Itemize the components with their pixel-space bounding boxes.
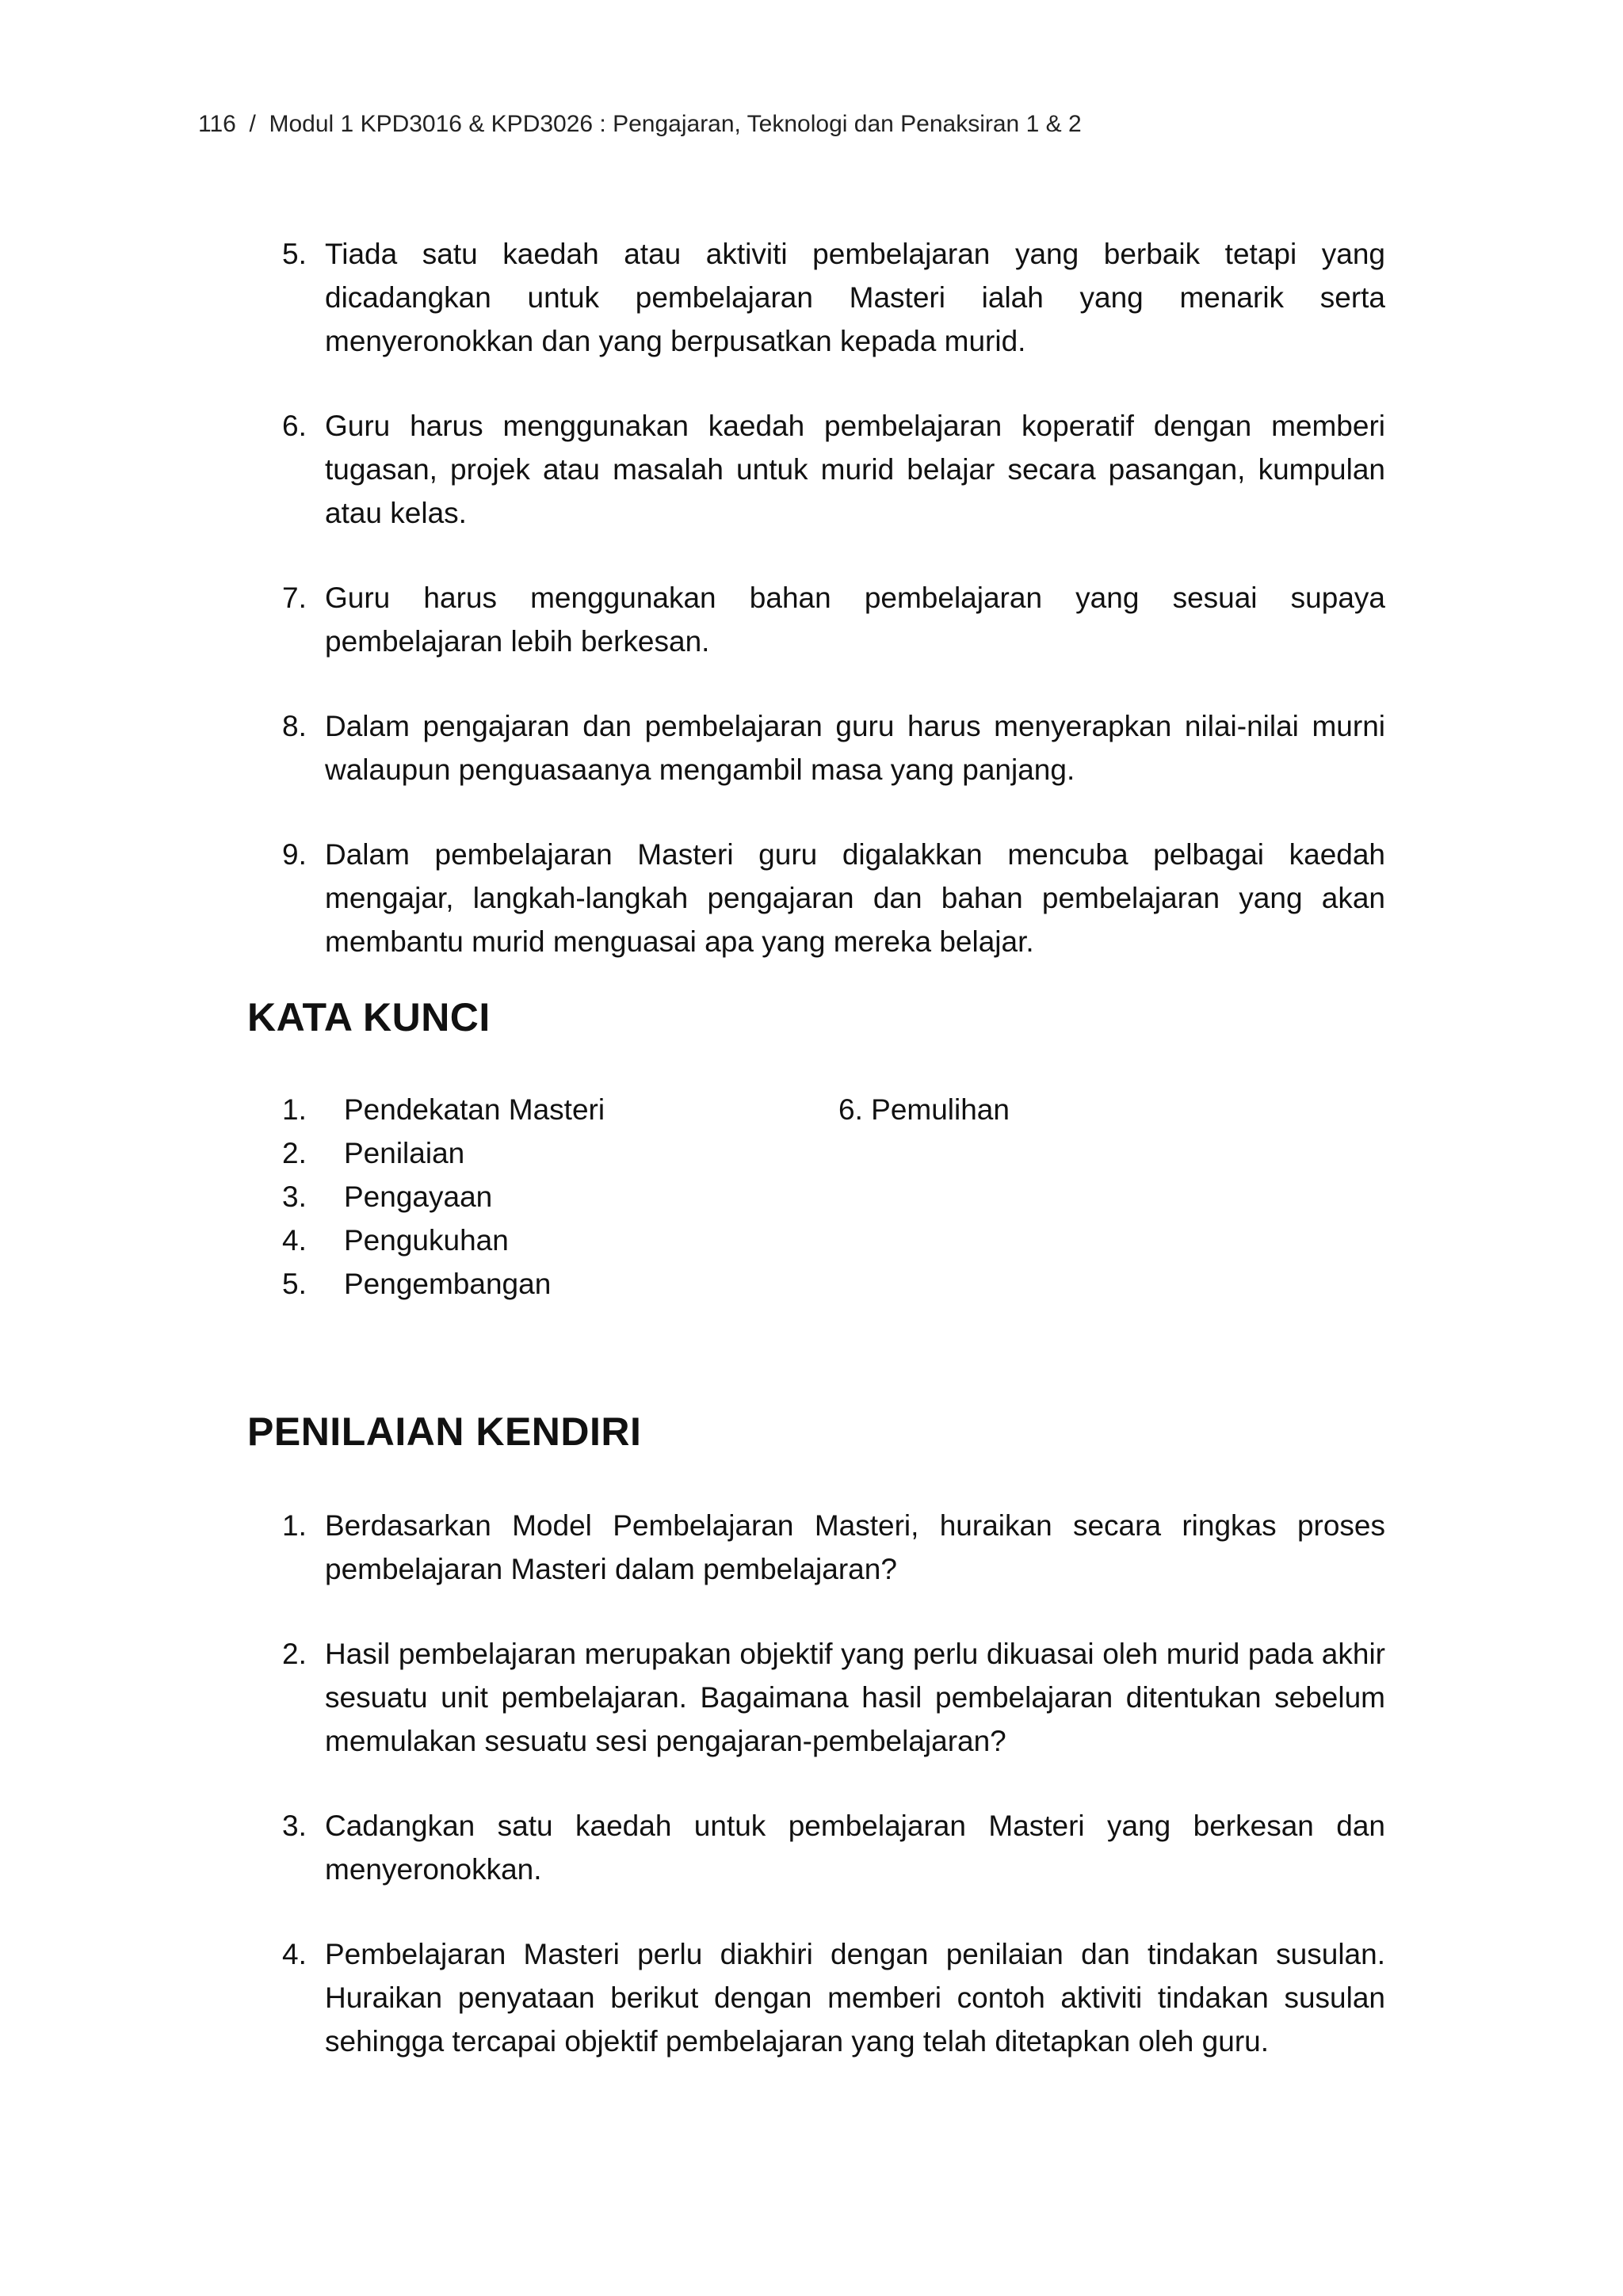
keyword-number: 3. (282, 1180, 307, 1213)
list-item-text: Dalam pembelajaran Masteri guru digalakkan mencuba pelbagai kaedah mengajar, langkah-langkah pengajaran dan bahan pembelajaran yang akan membantu murid menguasai apa yang mereka belajar. (325, 838, 1385, 958)
list-item (282, 232, 1385, 363)
list-item-text: Guru harus menggunakan kaedah pembelajaran koperatif dengan memberi tugasan, projek atau masalah untuk murid belajar secara pasangan, kumpulan atau kelas. (325, 410, 1385, 529)
list-item-text: Dalam pengajaran dan pembelajaran guru harus menyerapkan nilai-nilai murni walaupun penguasaanya mengambil masa yang panjang. (325, 710, 1385, 786)
page-header: 116 / Modul 1 KPD3016 & KPD3026 : Pengajaran, Teknologi dan Penaksiran 1 & 2 (198, 111, 1082, 137)
keyword-number: 5. (282, 1268, 307, 1300)
list-item-text: Guru harus menggunakan bahan pembelajaran yang sesuai supaya pembelajaran lebih berkesan. (325, 582, 1385, 658)
keyword-label: Penilaian (344, 1137, 465, 1169)
question-number: 3. (282, 1810, 307, 1842)
section-heading-kata-kunci: KATA KUNCI (247, 995, 491, 1039)
question-number: 2. (282, 1638, 307, 1670)
self-assessment-list (282, 1504, 1385, 2063)
question-text: Berdasarkan Model Pembelajaran Masteri, huraikan secara ringkas proses pembelajaran Masteri dalam pembelajaran? (325, 1509, 1385, 1585)
keyword-number: 2. (282, 1137, 307, 1169)
question-item (282, 1932, 1385, 2063)
question-text: Hasil pembelajaran merupakan objektif yang perlu dikuasai oleh murid pada akhir sesuatu unit pembelajaran. Bagaimana hasil pembelajaran ditentukan sebelum memulakan sesuatu sesi pengajaran-pembelajaran? (325, 1638, 1385, 1757)
question-text: Pembelajaran Masteri perlu diakhiri dengan penilaian dan tindakan susulan. Huraikan penyataan berikut dengan memberi contoh aktiviti tindakan susulan sehingga tercapai objektif pembelajaran yang telah ditetapkan oleh guru. (325, 1938, 1385, 2058)
list-item-number: 7. (282, 582, 307, 614)
list-item-number: 6. (282, 410, 307, 442)
keyword-label: Pengembangan (344, 1268, 552, 1300)
question-item (282, 1632, 1385, 1763)
list-item-number: 5. (282, 238, 307, 270)
question-number: 1. (282, 1509, 307, 1542)
section-heading-penilaian-kendiri: PENILAIAN KENDIRI (247, 1409, 642, 1454)
list-item-text: Tiada satu kaedah atau aktiviti pembelajaran yang berbaik tetapi yang dicadangkan untuk pembelajaran Masteri ialah yang menarik serta menyeronokkan dan yang berpusatkan kepada murid. (325, 238, 1385, 357)
keyword-item-pemulihan: 6. Pemulihan (838, 1093, 1010, 1126)
keyword-label: Pendekatan Masteri (344, 1093, 605, 1126)
list-item-number: 8. (282, 710, 307, 742)
keyword-label: Pengayaan (344, 1180, 493, 1213)
keyword-number: 1. (282, 1093, 307, 1126)
list-item-number: 9. (282, 838, 307, 871)
question-text: Cadangkan satu kaedah untuk pembelajaran Masteri yang berkesan dan menyeronokkan. (325, 1810, 1385, 1886)
list-item (282, 833, 1385, 963)
keyword-number: 4. (282, 1224, 307, 1257)
principles-list (282, 232, 1385, 963)
list-item (282, 576, 1385, 663)
keyword-label: Pengukuhan (344, 1224, 509, 1257)
list-item (282, 404, 1385, 535)
question-number: 4. (282, 1938, 307, 1970)
list-item (282, 704, 1385, 791)
question-item (282, 1504, 1385, 1591)
question-item (282, 1804, 1385, 1891)
